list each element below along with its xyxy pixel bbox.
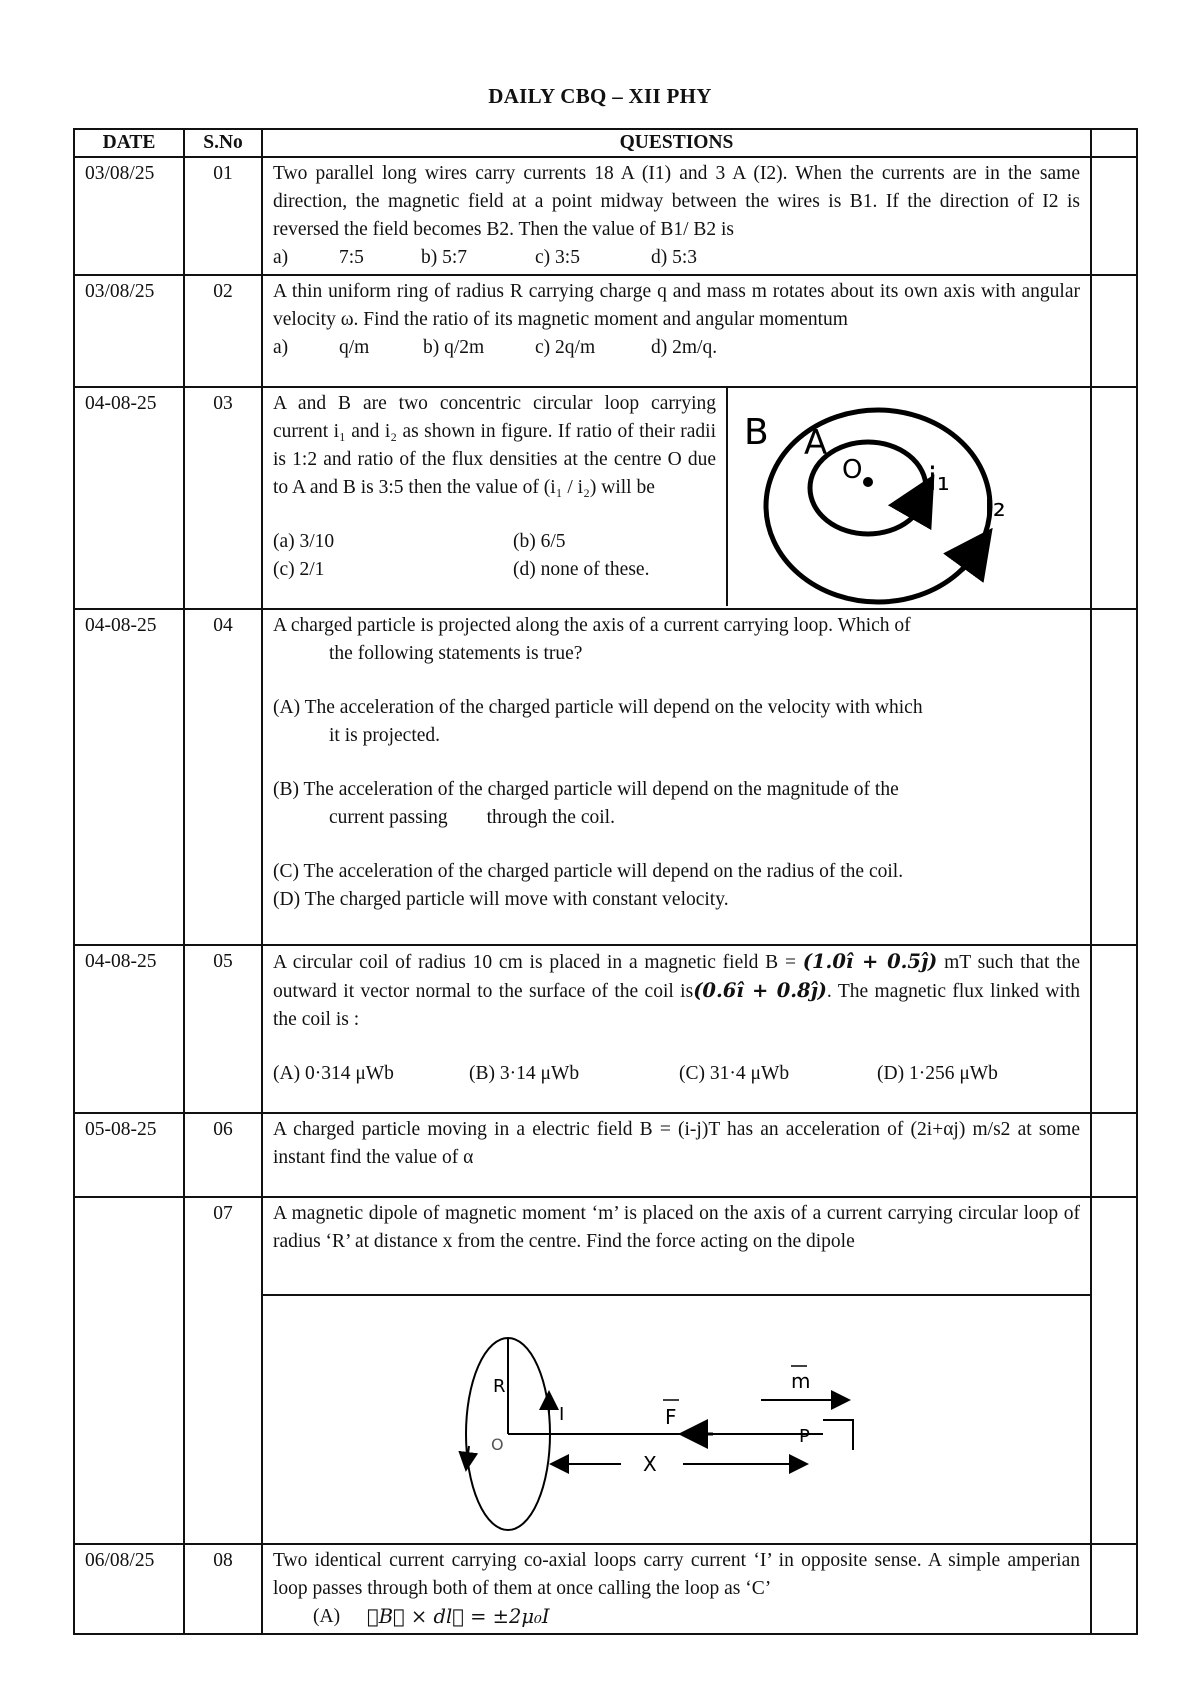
question-cell bbox=[262, 945, 1091, 1113]
table-row bbox=[74, 157, 1137, 275]
table-row bbox=[74, 1113, 1137, 1197]
question-text-part: mT such that the outward it vector normal to the surface of the coil is bbox=[273, 952, 1080, 1002]
extra-cell bbox=[1091, 387, 1137, 609]
options-row bbox=[273, 528, 716, 556]
row-date: 04-08-25 bbox=[74, 387, 184, 609]
statement-a-cont: it is projected. bbox=[329, 725, 441, 746]
table-row bbox=[74, 945, 1137, 1113]
row-sno: 04 bbox=[184, 609, 262, 945]
centre-point bbox=[863, 477, 873, 487]
extra-cell bbox=[1091, 1113, 1137, 1197]
label-p: P bbox=[799, 1426, 810, 1447]
question-cell bbox=[262, 1544, 1091, 1634]
header-sno: S.No bbox=[184, 129, 262, 157]
extra-cell bbox=[1091, 1197, 1137, 1544]
option-a: (a) 3/10 bbox=[273, 531, 335, 552]
question-cell bbox=[262, 1113, 1091, 1197]
question-cell bbox=[262, 275, 1091, 387]
option-b: b) q/2m bbox=[423, 337, 485, 358]
option-a-label: (A) bbox=[313, 1606, 341, 1627]
normal-vector: (0.6î + 0.8ĵ) bbox=[693, 979, 827, 1002]
statement-b-cont: current passing through the coil. bbox=[329, 807, 615, 828]
row-date: 05-08-25 bbox=[74, 1113, 184, 1197]
question-text-part: . The magnetic flux linked with the coil is : bbox=[273, 981, 1080, 1030]
extra-cell bbox=[1091, 157, 1137, 275]
row-sno: 05 bbox=[184, 945, 262, 1113]
table-row bbox=[74, 1197, 1137, 1295]
option-c: (c) 2/1 bbox=[273, 559, 325, 580]
row-sno: 06 bbox=[184, 1113, 262, 1197]
label-o: O bbox=[491, 1435, 504, 1454]
option-b: (b) 6/5 bbox=[513, 531, 566, 552]
header-date: DATE bbox=[74, 129, 184, 157]
concentric-loops-diagram bbox=[728, 388, 1090, 606]
table-row bbox=[74, 1544, 1137, 1634]
question-text: A and B are two concentric circular loop carrying current i₁ and i₂ as shown in figure. If ratio of their radii is 1:2 and ratio of the flux densities at the centre O due to A and B is 3:5 then the value of (i₁ / i₂) will be bbox=[273, 393, 716, 498]
statement-b: (B) The acceleration of the charged particle will depend on the magnitude of the bbox=[273, 779, 899, 800]
options-row bbox=[273, 1603, 1080, 1631]
question-line: A charged particle is projected along the axis of a current carrying loop. Which of bbox=[273, 615, 911, 636]
header-questions: QUESTIONS bbox=[262, 129, 1091, 157]
option-a-label: a) bbox=[273, 247, 289, 268]
concentric-loops-figure bbox=[728, 388, 1090, 606]
option-a-label: a) bbox=[273, 337, 289, 358]
option-d: (D) 1·256 μWb bbox=[877, 1063, 998, 1084]
extra-cell bbox=[1091, 275, 1137, 387]
extra-cell bbox=[1091, 1544, 1137, 1634]
option-b: b) 5:7 bbox=[421, 247, 468, 268]
loop-b bbox=[766, 410, 990, 602]
option-c: c) 2q/m bbox=[535, 337, 596, 358]
options-row bbox=[273, 1060, 1080, 1088]
label-o: O bbox=[842, 455, 863, 485]
label-i1: i₁ bbox=[928, 460, 950, 498]
question-cell bbox=[262, 157, 1091, 275]
questions-table bbox=[73, 128, 1138, 1635]
statement-a: (A) The acceleration of the charged particle will depend on the velocity with which bbox=[273, 697, 923, 718]
options-row bbox=[273, 244, 1080, 272]
row-sno: 02 bbox=[184, 275, 262, 387]
question-text: A thin uniform ring of radius R carrying charge q and mass m rotates about its own axis with angular velocity ω. Find the ratio of its magnetic moment and angular momentum bbox=[273, 281, 1080, 330]
question-line: the following statements is true? bbox=[329, 643, 583, 664]
question-text bbox=[273, 948, 1080, 1034]
extra-cell bbox=[1091, 945, 1137, 1113]
row-date: 03/08/25 bbox=[74, 275, 184, 387]
label-i2: i₂ bbox=[984, 486, 1006, 524]
label-x: X bbox=[643, 1452, 657, 1476]
option-d: (d) none of these. bbox=[513, 559, 650, 580]
row-date: 04-08-25 bbox=[74, 609, 184, 945]
options-row bbox=[273, 556, 716, 584]
label-a: A bbox=[804, 423, 828, 463]
option-d: d) 2m/q. bbox=[651, 337, 718, 358]
question-text: A charged particle moving in a electric field B = (i-j)T has an acceleration of (2i+αj) m/s2 at some instant find the value of α bbox=[273, 1119, 1080, 1168]
question-cell bbox=[262, 387, 1091, 609]
option-b: (B) 3·14 μWb bbox=[469, 1063, 580, 1084]
label-i: I bbox=[559, 1404, 565, 1425]
row-date bbox=[74, 1197, 184, 1544]
row-sno: 07 bbox=[184, 1197, 262, 1544]
option-a: ∮B⃗ × dl⃗ = ±2μ₀I bbox=[367, 1605, 550, 1628]
question-cell bbox=[262, 609, 1091, 945]
field-vector: (1.0î + 0.5ĵ) bbox=[802, 950, 938, 973]
question-text-block bbox=[263, 388, 728, 606]
statement-d: (D) The charged particle will move with constant velocity. bbox=[273, 889, 729, 910]
page-title: DAILY CBQ – XII PHY bbox=[488, 84, 712, 108]
dipole-marker bbox=[823, 1420, 853, 1450]
option-a: 7:5 bbox=[339, 247, 364, 268]
extra-cell bbox=[1091, 609, 1137, 945]
option-d: d) 5:3 bbox=[651, 247, 698, 268]
options-row bbox=[273, 334, 1080, 362]
row-date: 06/08/25 bbox=[74, 1544, 184, 1634]
row-sno: 08 bbox=[184, 1544, 262, 1634]
option-c: (C) 31·4 μWb bbox=[679, 1063, 790, 1084]
option-a: q/m bbox=[339, 337, 370, 358]
arrow-i2 bbox=[962, 548, 978, 570]
row-date: 04-08-25 bbox=[74, 945, 184, 1113]
loop-a bbox=[810, 442, 926, 534]
table-row bbox=[74, 387, 1137, 609]
table-row bbox=[74, 275, 1137, 387]
label-m: m bbox=[791, 1369, 811, 1393]
question-text-part: A circular coil of radius 10 cm is placed in a magnetic field B = bbox=[273, 952, 803, 973]
header-row bbox=[74, 129, 1137, 157]
option-c: c) 3:5 bbox=[535, 247, 580, 268]
dipole-on-axis-diagram bbox=[263, 1296, 1088, 1534]
header-extra bbox=[1091, 129, 1137, 157]
question-text: Two parallel long wires carry currents 18 A (I1) and 3 A (I2). When the currents are in the same direction, the magnetic field at a point midway between the wires is B1. If the direction of I2 is reversed the field becomes B2. Then the value of B1/ B2 is bbox=[273, 163, 1080, 240]
question-cell bbox=[262, 1197, 1091, 1295]
dipole-figure-cell bbox=[262, 1295, 1091, 1544]
row-date: 03/08/25 bbox=[74, 157, 184, 275]
question-text: Two identical current carrying co-axial loops carry current ‘I’ in opposite sense. A simple amperian loop passes through both of them at once calling the loop as ‘C’ bbox=[273, 1550, 1080, 1599]
statement-c: (C) The acceleration of the charged particle will depend on the radius of the coil. bbox=[273, 861, 904, 882]
row-sno: 03 bbox=[184, 387, 262, 609]
table-row bbox=[74, 609, 1137, 945]
row-sno: 01 bbox=[184, 157, 262, 275]
label-r: R bbox=[493, 1376, 506, 1397]
option-a: (A) 0·314 μWb bbox=[273, 1063, 394, 1084]
label-b: B bbox=[744, 412, 769, 453]
label-f: F bbox=[665, 1405, 677, 1429]
question-text: A magnetic dipole of magnetic moment ‘m’ is placed on the axis of a current carrying circular loop of radius ‘R’ at distance x from the centre. Find the force acting on the dipole bbox=[273, 1203, 1080, 1252]
